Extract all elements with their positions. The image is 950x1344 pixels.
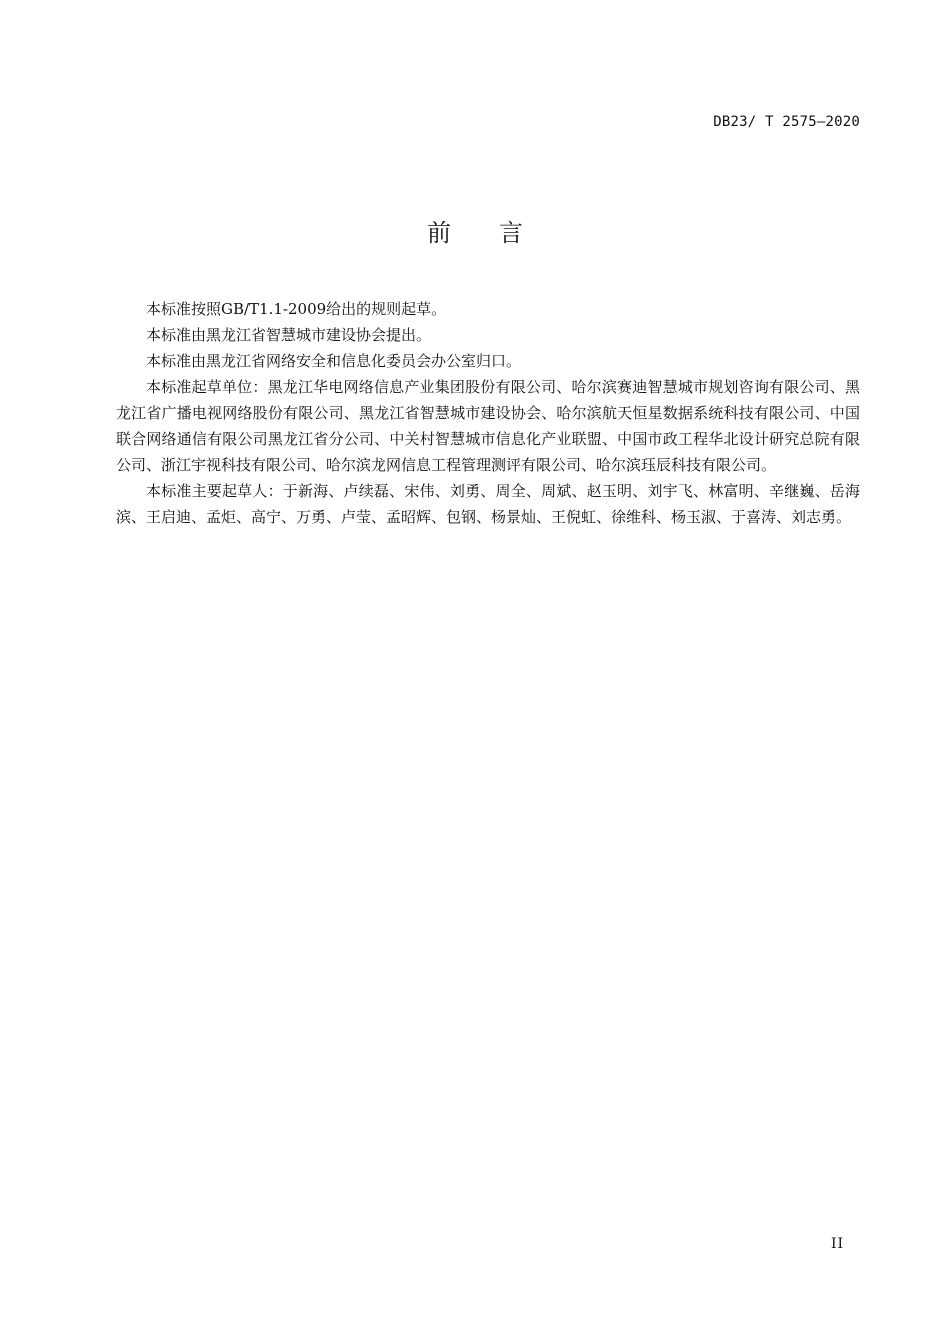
paragraph-drafting-rules: 本标准按照GB/T1.1-2009给出的规则起草。 [146, 300, 447, 318]
document-code: DB23/ T 2575—2020 [713, 114, 860, 130]
foreword-body [116, 296, 860, 530]
paragraph-drafting-units: 本标准起草单位：黑龙江华电网络信息产业集团股份有限公司、哈尔滨赛迪智慧城市规划咨询有限公司、黑龙江省广播电视网络股份有限公司、黑龙江省智慧城市建设协会、哈尔滨航天恒星数据系统科技有限公司、中国联合网络通信有限公司黑龙江省分公司、中关村智慧城市信息化产业联盟、中国市政工程华北设计研究总院有限公司、浙江宇视科技有限公司、哈尔滨龙网信息工程管理测评有限公司、哈尔滨珏辰科技有限公司。 [116, 378, 860, 474]
page-title: 前言 [427, 219, 571, 247]
paragraph-administrator: 本标准由黑龙江省网络安全和信息化委员会办公室归口。 [146, 352, 522, 370]
paragraph-drafters: 本标准主要起草人：于新海、卢续磊、宋伟、刘勇、周全、周斌、赵玉明、刘宇飞、林富明、辛继巍、岳海滨、王启迪、孟炬、高宁、万勇、卢莹、孟昭辉、包钢、杨景灿、王倪虹、徐维科、杨玉淑、于喜涛、刘志勇。 [116, 482, 860, 526]
page-number: II [830, 1236, 844, 1252]
paragraph-proposer: 本标准由黑龙江省智慧城市建设协会提出。 [146, 326, 432, 344]
